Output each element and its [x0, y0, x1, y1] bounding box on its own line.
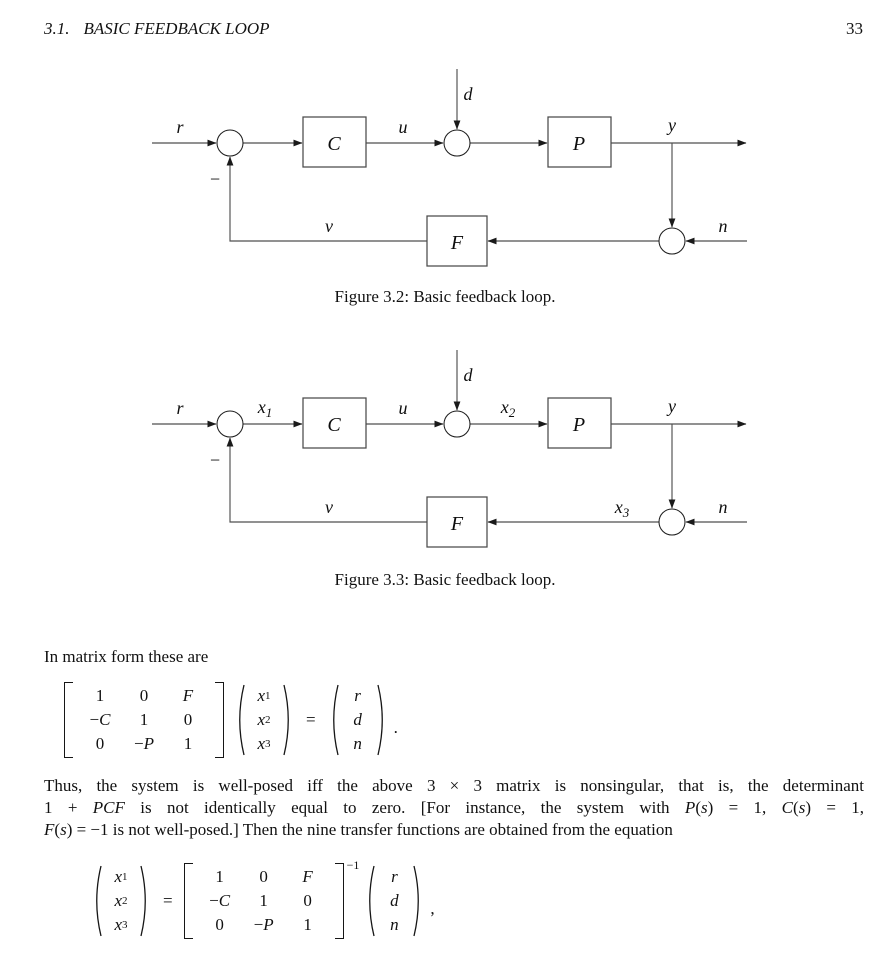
matrix-cell: 1: [95, 686, 105, 705]
left-bracket: [184, 863, 193, 939]
signal-label-r: r: [176, 398, 184, 418]
matrix-cell: 1: [139, 710, 149, 729]
matrix-cell: 1: [259, 891, 268, 910]
summing-junction-2: [444, 411, 470, 437]
paragraph-line-1: Thus, the system is well-posed iff the above 3 × 3 matrix is nonsingular, that is, the determinant: [44, 776, 864, 795]
left-paren: [327, 682, 340, 758]
signal-label-d: d: [463, 365, 473, 385]
block-C-label: C: [327, 414, 341, 436]
signal-label-y: y: [668, 115, 676, 135]
signal-label-r: r: [176, 117, 184, 137]
summing-junction-3: [659, 228, 685, 254]
matrix-cell: 0: [139, 686, 149, 705]
matrix-cell: 0: [95, 734, 105, 753]
vector-entry: x 3: [257, 734, 271, 753]
signal-label-x3: $x_3$: [614, 497, 630, 520]
signal-label-u: u: [398, 398, 408, 418]
matrix-cell: 1: [215, 867, 224, 886]
right-paren: [139, 863, 152, 939]
signal-label-u: u: [398, 117, 408, 137]
period: .: [393, 718, 398, 737]
matrix-cell: 1: [183, 734, 193, 753]
left-paren: [233, 682, 246, 758]
left-paren: [363, 863, 376, 939]
figure-3-2-diagram: [0, 60, 890, 280]
summing-junction-3: [659, 509, 685, 535]
matrix-cell: − C: [89, 710, 111, 729]
matrix-inverse-exponent: −1: [346, 858, 360, 872]
vector-entry: x 3: [114, 915, 128, 934]
minus-sign: −: [208, 169, 222, 189]
summing-junction-1: [217, 130, 243, 156]
paragraph-line-3: F(s) = −1 is not well-posed.] Then the nine transfer functions are obtained from the equation: [44, 820, 673, 839]
paragraph-line-2: 1 + PCF is not identically equal to zero. [For instance, the system with P(s) = 1, C(s) = 1,: [44, 798, 865, 817]
matrix-cell: F: [182, 686, 194, 705]
matrix-cell: 0: [259, 867, 268, 886]
matrix-cell: 1: [303, 915, 312, 934]
matrix-cell: F: [302, 867, 313, 886]
vector-entry: d: [353, 710, 362, 729]
matrix-cell: − P: [134, 734, 154, 753]
equals-sign: =: [163, 891, 173, 910]
summing-junction-1: [217, 411, 243, 437]
right-paren: [282, 682, 295, 758]
matrix-equation-2: [90, 858, 435, 939]
figure-3-2-caption: Figure 3.2: Basic feedback loop.: [334, 287, 556, 306]
vector-entry: n: [390, 915, 399, 934]
minus-sign: −: [208, 450, 222, 470]
section-header: [44, 19, 270, 39]
signal-label-n: n: [718, 497, 728, 517]
vector-entry: n: [353, 734, 362, 753]
vector-entry: x 2: [114, 891, 128, 910]
matrix-cell: 0: [183, 710, 193, 729]
coefficient-matrix: [193, 863, 335, 939]
block-P-label: P: [572, 133, 586, 155]
section-number: 3.1.: [44, 19, 70, 38]
matrix-cell: 0: [303, 891, 312, 910]
signal-label-v: v: [325, 216, 333, 236]
signal-label-n: n: [718, 216, 728, 236]
vector-entry: x 1: [114, 867, 128, 886]
vector-entry: x 2: [257, 710, 271, 729]
block-C-label: C: [327, 133, 341, 155]
right-bracket: [215, 682, 224, 758]
figure-3-3-diagram: [0, 341, 890, 561]
vector-entry: x 1: [257, 686, 271, 705]
signal-label-d: d: [463, 84, 473, 104]
matrix-cell: − P: [253, 915, 274, 934]
signal-label-y: y: [668, 396, 676, 416]
left-paren: [90, 863, 103, 939]
input-vector: [376, 865, 412, 937]
matrix-equation-1: [64, 682, 398, 758]
vector-entry: d: [390, 891, 399, 910]
section-title: BASIC FEEDBACK LOOP: [83, 19, 270, 38]
signal-label-v: v: [325, 497, 333, 517]
page-number: 33: [846, 19, 863, 38]
signal-label-x1: $x_1$: [257, 397, 273, 420]
figure-3-3-caption: Figure 3.3: Basic feedback loop.: [334, 570, 556, 589]
matrix-cell: − C: [209, 891, 231, 910]
signal-label-x2: $x_2$: [500, 397, 516, 420]
left-bracket: [64, 682, 73, 758]
equals-sign: =: [306, 710, 316, 729]
block-P-label: P: [572, 414, 586, 436]
vector-entry: r: [391, 867, 398, 886]
vector-entry: r: [354, 686, 361, 705]
input-vector: [340, 684, 376, 756]
comma: ,: [430, 899, 435, 918]
block-F-label: F: [450, 513, 464, 535]
state-vector: [103, 865, 139, 937]
coefficient-matrix: [73, 682, 215, 758]
intro-line: In matrix form these are: [44, 647, 209, 666]
summing-junction-2: [444, 130, 470, 156]
right-paren: [412, 863, 425, 939]
right-paren: [376, 682, 389, 758]
matrix-cell: 0: [215, 915, 224, 934]
state-vector: [246, 684, 282, 756]
right-bracket: [335, 863, 344, 939]
block-F-label: F: [450, 232, 464, 254]
